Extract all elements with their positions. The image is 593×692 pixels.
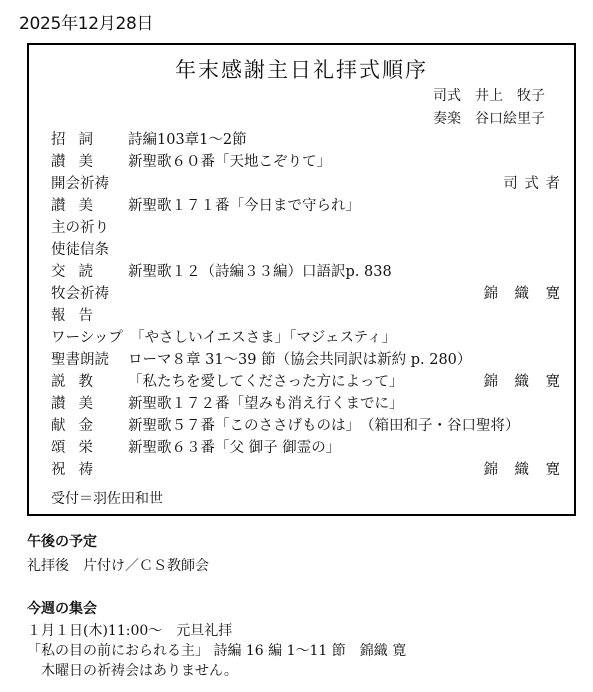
- weekly-heading: 今週の集会: [27, 601, 97, 617]
- service-item: [51, 216, 561, 238]
- service-item-person: 錦 織 寛: [483, 374, 561, 390]
- service-item-text: 「私たちを愛してくださった方によって」: [128, 374, 404, 390]
- service-item-label: 説教: [51, 374, 106, 390]
- weekly-line: 木曜日の祈祷会はありません。: [27, 663, 238, 679]
- afternoon-text: 礼拝後 片付け／ＣＳ教師会: [27, 558, 209, 574]
- service-item-text: ワーシップ 「やさしいイエスさま」「マジェスティ」: [51, 330, 397, 346]
- service-item-text: 新聖歌１２（詩編３３編）口語訳p. 838: [128, 264, 392, 280]
- service-item-label: 献金: [51, 418, 106, 434]
- service-item-label: 祝祷: [51, 462, 106, 478]
- service-item: [51, 370, 561, 392]
- service-item-person: 司 式 者: [503, 176, 561, 192]
- receptionist: 受付＝羽佐田和世: [51, 491, 163, 507]
- service-item-person: 錦 織 寛: [483, 462, 561, 478]
- organist: 奏楽 谷口絵里子: [433, 111, 545, 127]
- service-item-label: 使徒信条: [51, 242, 109, 258]
- service-item: [51, 392, 561, 414]
- service-item: [51, 282, 561, 304]
- service-item-text: ローマ８章 31〜39 節（協会共同訳は新約 p. 280）: [128, 352, 472, 368]
- service-item-label: 讃美: [51, 396, 106, 412]
- service-item: [51, 304, 561, 326]
- weekly-line: １月１日(木)11:00〜 元旦礼拝: [27, 623, 233, 639]
- service-item: [51, 414, 561, 436]
- service-item: [51, 326, 561, 348]
- service-item: [51, 348, 561, 370]
- service-item: [51, 150, 561, 172]
- service-item-text: 詩編103章1〜2節: [128, 132, 247, 148]
- service-item-label: 讃美: [51, 154, 106, 170]
- weekly-line: 「私の目の前におられる主」 詩編 16 編 1〜11 節 錦織 寛: [27, 643, 407, 659]
- service-item-label: 報告: [51, 308, 106, 324]
- service-item-text: 新聖歌１７２番「望みも消え行くまでに」: [128, 396, 404, 412]
- service-date: 2025年12月28日: [19, 14, 154, 34]
- service-item-label: 牧会祈祷: [51, 286, 109, 302]
- service-item: [51, 172, 561, 194]
- service-item-text: 新聖歌１７１番「今日まで守られ」: [128, 198, 360, 214]
- service-item-label: 頌栄: [51, 440, 106, 456]
- service-item: [51, 194, 561, 216]
- service-item: [51, 238, 561, 260]
- service-item: [51, 260, 561, 282]
- service-item: [51, 458, 561, 480]
- service-item: [51, 436, 561, 458]
- service-title: 年末感謝主日礼拝式順序: [175, 58, 428, 82]
- service-item-label: 主の祈り: [51, 220, 109, 236]
- service-item-label: 招詞: [51, 132, 106, 148]
- service-item: [51, 128, 561, 150]
- afternoon-heading: 午後の予定: [27, 534, 97, 550]
- service-item-person: 錦 織 寛: [483, 286, 561, 302]
- service-item-text: 新聖歌６０番「天地こぞりて」: [128, 154, 331, 170]
- service-item-text: 新聖歌５７番「このささげものは」 （箱田和子・谷口聖将）: [128, 418, 520, 434]
- service-item-label: 開会祈祷: [51, 176, 109, 192]
- service-item-label: 聖書朗読: [51, 352, 109, 368]
- service-item-label: 讃美: [51, 198, 106, 214]
- service-item-label: 交読: [51, 264, 106, 280]
- service-item-text: 新聖歌６３番「父 御子 御霊の」: [128, 440, 341, 456]
- order-of-service-box: [27, 43, 576, 516]
- presider: 司式 井上 牧子: [433, 88, 545, 104]
